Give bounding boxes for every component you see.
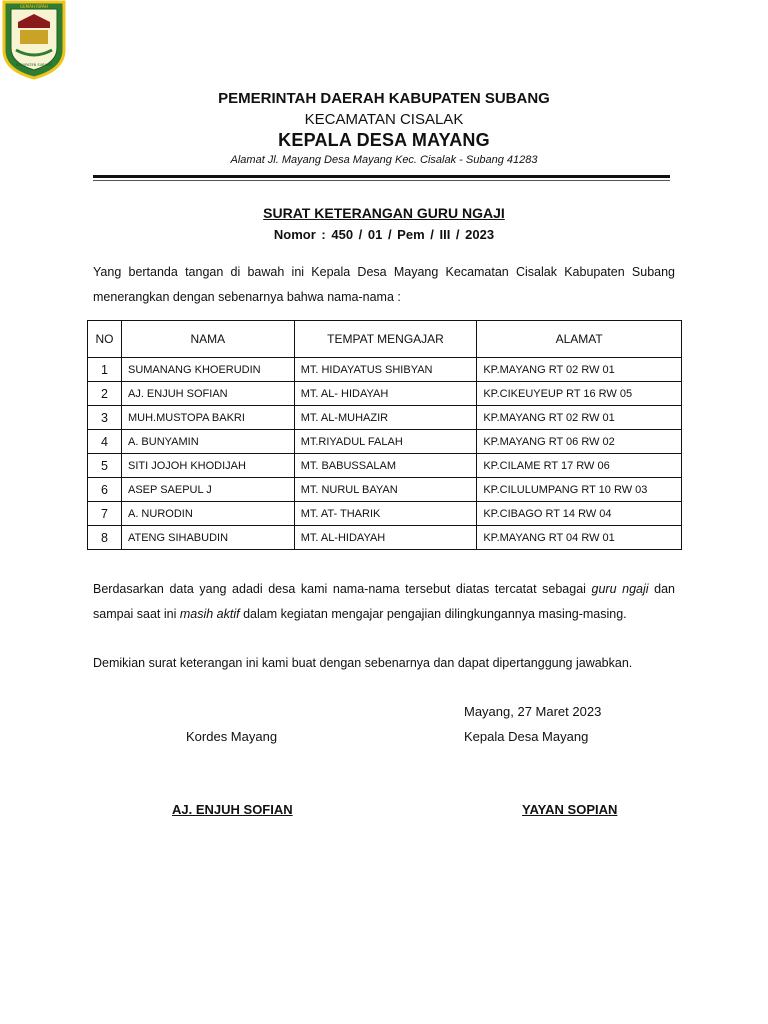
teacher-name: AJ. ENJUH SOFIAN — [121, 382, 294, 406]
letterhead-divider-thin — [93, 180, 670, 181]
letterhead-divider-thick — [93, 175, 670, 178]
right-signer-role: Kepala Desa Mayang — [464, 729, 589, 744]
table-row — [88, 478, 682, 502]
place-date: Mayang, 27 Maret 2023 — [464, 704, 602, 719]
body-paragraph — [93, 577, 675, 627]
table-row — [88, 502, 682, 526]
logo-top-text: GEMAH RIPAH — [20, 4, 48, 9]
teaching-place: MT. BABUSSALAM — [294, 454, 477, 478]
body-emphasis-masih-aktif: masih aktif — [179, 607, 240, 621]
teaching-place: MT. AT- THARIK — [294, 502, 477, 526]
header-tempat-mengajar: TEMPAT MENGAJAR — [294, 321, 477, 358]
table-row — [88, 358, 682, 382]
address: KP.CILAME RT 17 RW 06 — [477, 454, 682, 478]
address: KP.MAYANG RT 02 RW 01 — [477, 406, 682, 430]
letterhead-district: KECAMATAN CISALAK — [304, 111, 464, 128]
address: KP.CIKEUYEUP RT 16 RW 05 — [477, 382, 682, 406]
row-number: 5 — [88, 454, 122, 478]
row-number: 4 — [88, 430, 122, 454]
table-header-row — [88, 321, 682, 358]
body-emphasis-guru-ngaji: guru ngaji — [591, 582, 649, 596]
teaching-place: MT. HIDAYATUS SHIBYAN — [294, 358, 477, 382]
row-number: 2 — [88, 382, 122, 406]
row-number: 7 — [88, 502, 122, 526]
table-row — [88, 430, 682, 454]
letterhead-address: Alamat Jl. Mayang Desa Mayang Kec. Cisalak - Subang 41283 — [230, 154, 538, 166]
teacher-name: ASEP SAEPUL J — [121, 478, 294, 502]
teacher-name: SUMANANG KHOERUDIN — [121, 358, 294, 382]
body-text-2: dan sampai saat ini — [93, 582, 675, 621]
row-number: 3 — [88, 406, 122, 430]
letter-title: SURAT KETERANGAN GURU NGAJI — [263, 205, 505, 221]
header-no: NO — [88, 321, 122, 358]
teaching-place: MT. NURUL BAYAN — [294, 478, 477, 502]
left-signer-role: Kordes Mayang — [186, 729, 278, 744]
address: KP.MAYANG RT 06 RW 02 — [477, 430, 682, 454]
teaching-place: MT. AL-HIDAYAH — [294, 526, 477, 550]
teaching-place: MT. AL- HIDAYAH — [294, 382, 477, 406]
teacher-name: A. BUNYAMIN — [121, 430, 294, 454]
right-signer-name: YAYAN SOPIAN — [522, 802, 618, 817]
address: KP.CIBAGO RT 14 RW 04 — [477, 502, 682, 526]
intro-paragraph: Yang bertanda tangan di bawah ini Kepala Desa Mayang Kecamatan Cisalak Kabupaten Subang menerangkan dengan sebenarnya bahwa nama-nama : — [93, 265, 675, 304]
letterhead-government: PEMERINTAH DAERAH KABUPATEN SUBANG — [218, 90, 550, 107]
teaching-place: MT.RIYADUL FALAH — [294, 430, 477, 454]
row-number: 8 — [88, 526, 122, 550]
table-row — [88, 454, 682, 478]
address: KP.MAYANG RT 02 RW 01 — [477, 358, 682, 382]
body-text-1: Berdasarkan data yang adadi desa kami nama-nama tersebut diatas tercatat sebagai — [93, 582, 592, 596]
closing-paragraph: Demikian surat keterangan ini kami buat dengan sebenarnya dan dapat dipertanggung jawabkan. — [93, 656, 633, 670]
header-alamat: ALAMAT — [477, 321, 682, 358]
header-nama: NAMA — [121, 321, 294, 358]
logo-bottom-text: KABUPATEN SUBANG — [15, 63, 53, 67]
teacher-name: SITI JOJOH KHODIJAH — [121, 454, 294, 478]
letterhead-office: KEPALA DESA MAYANG — [278, 130, 490, 150]
guru-ngaji-table — [87, 320, 682, 550]
table-row — [88, 526, 682, 550]
address: KP.MAYANG RT 04 RW 01 — [477, 526, 682, 550]
teacher-name: MUH.MUSTOPA BAKRI — [121, 406, 294, 430]
table-row — [88, 406, 682, 430]
address: KP.CILULUMPANG RT 10 RW 03 — [477, 478, 682, 502]
teacher-name: ATENG SIHABUDIN — [121, 526, 294, 550]
body-text-3: dalam kegiatan mengajar pengajian dilingkungannya masing-masing. — [239, 607, 627, 621]
letter-number: Nomor : 450 / 01 / Pem / III / 2023 — [273, 227, 495, 242]
table-row — [88, 382, 682, 406]
row-number: 6 — [88, 478, 122, 502]
teaching-place: MT. AL-MUHAZIR — [294, 406, 477, 430]
row-number: 1 — [88, 358, 122, 382]
subang-regency-logo — [2, 0, 66, 80]
left-signer-name: AJ. ENJUH SOFIAN — [172, 802, 293, 817]
teacher-name: A. NURODIN — [121, 502, 294, 526]
